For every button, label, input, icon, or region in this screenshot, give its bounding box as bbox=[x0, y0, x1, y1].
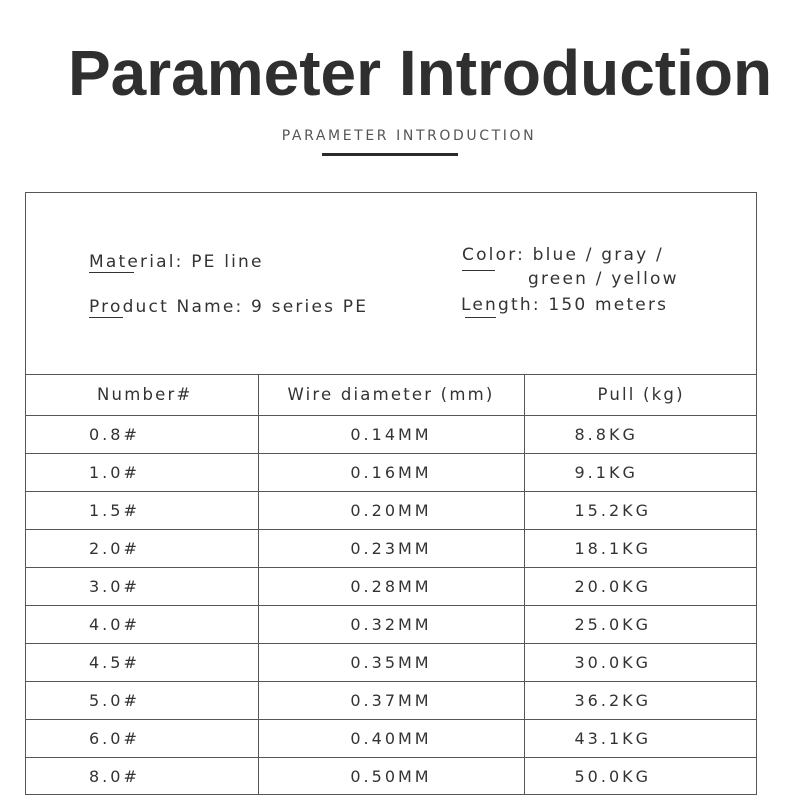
cell-wire-diameter: 0.32MM bbox=[258, 605, 524, 643]
table-row bbox=[25, 681, 757, 719]
cell-number: 5.0# bbox=[25, 681, 258, 719]
color-underline bbox=[462, 270, 495, 271]
table-row bbox=[25, 491, 757, 529]
table-row bbox=[25, 529, 757, 567]
cell-wire-diameter: 0.16MM bbox=[258, 453, 524, 491]
cell-number: 0.8# bbox=[25, 415, 258, 453]
subtitle-underline bbox=[322, 153, 458, 156]
cell-wire-diameter: 0.35MM bbox=[258, 643, 524, 681]
cell-pull: 43.1KG bbox=[524, 719, 757, 757]
cell-wire-diameter: 0.28MM bbox=[258, 567, 524, 605]
cell-pull: 8.8KG bbox=[524, 415, 757, 453]
product-name-underline bbox=[89, 317, 123, 318]
cell-wire-diameter: 0.37MM bbox=[258, 681, 524, 719]
material-text: Material: PE line bbox=[89, 252, 264, 272]
length-text: Length: 150 meters bbox=[461, 295, 669, 315]
table-row bbox=[25, 757, 757, 795]
cell-wire-diameter: 0.20MM bbox=[258, 491, 524, 529]
cell-pull: 50.0KG bbox=[574, 766, 652, 786]
product-name-text: Product Name: 9 series PE bbox=[89, 297, 369, 317]
table-row bbox=[25, 415, 757, 453]
cell-pull: 25.0KG bbox=[524, 605, 757, 643]
cell-wire-diameter: 0.40MM bbox=[258, 719, 524, 757]
color-text-line2: green / yellow bbox=[528, 269, 679, 289]
cell-number: 2.0# bbox=[25, 529, 258, 567]
column-header-number: Number# bbox=[25, 375, 258, 415]
cell-number: 4.0# bbox=[25, 605, 258, 643]
cell-wire-diameter: 0.14MM bbox=[258, 415, 524, 453]
color-text-line1: Color: blue / gray / bbox=[462, 245, 664, 265]
material-underline bbox=[89, 272, 134, 273]
cell-number: 6.0# bbox=[25, 719, 258, 757]
column-header-wire-diameter: Wire diameter (mm) bbox=[258, 375, 524, 415]
column-header-pull: Pull (kg) bbox=[524, 375, 757, 415]
parameter-table bbox=[25, 375, 757, 795]
table-row bbox=[25, 643, 757, 681]
table-row bbox=[25, 719, 757, 757]
table-header-row bbox=[25, 375, 757, 415]
table-row bbox=[25, 567, 757, 605]
length-underline bbox=[465, 317, 496, 318]
table-row bbox=[25, 453, 757, 491]
page-title: Parameter Introduction bbox=[67, 37, 773, 109]
table-row bbox=[25, 605, 757, 643]
cell-wire-diameter: 0.50MM bbox=[258, 757, 524, 795]
cell-pull: 36.2KG bbox=[524, 681, 757, 719]
cell-pull: 18.1KG bbox=[524, 529, 757, 567]
cell-number: 3.0# bbox=[25, 567, 258, 605]
page-subtitle: PARAMETER INTRODUCTION bbox=[281, 128, 537, 144]
cell-pull: 9.1KG bbox=[524, 453, 757, 491]
cell-pull: 15.2KG bbox=[524, 491, 757, 529]
cell-number: 4.5# bbox=[25, 643, 258, 681]
cell-number: 1.5# bbox=[25, 491, 258, 529]
cell-wire-diameter: 0.23MM bbox=[258, 529, 524, 567]
cell-pull: 20.0KG bbox=[524, 567, 757, 605]
cell-number: 1.0# bbox=[25, 453, 258, 491]
cell-number: 8.0# bbox=[25, 757, 258, 795]
cell-pull: 30.0KG bbox=[524, 643, 757, 681]
